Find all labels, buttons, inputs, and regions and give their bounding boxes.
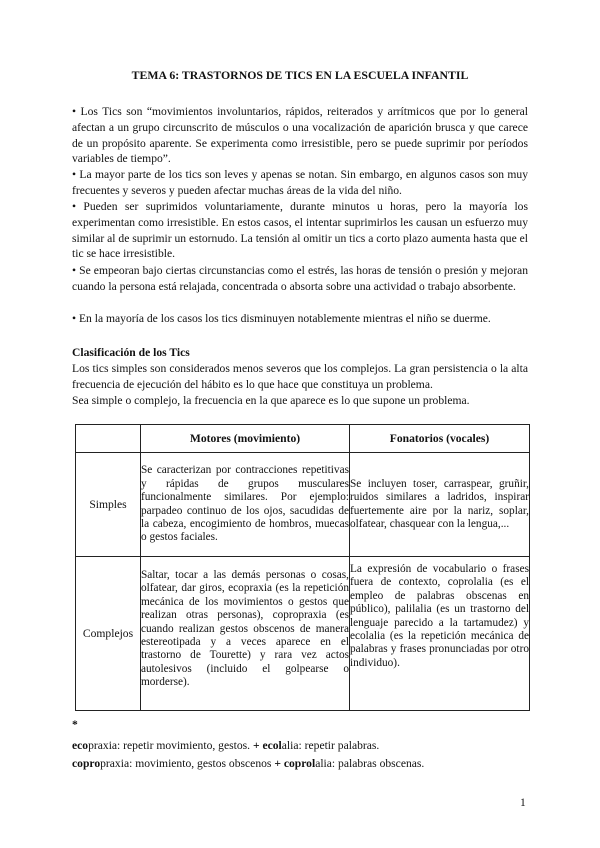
table-header-row bbox=[76, 425, 530, 453]
section-heading: Clasificación de los Tics bbox=[72, 346, 190, 359]
classification-table bbox=[75, 424, 530, 711]
table-header-cell: Motores (movimiento) bbox=[141, 425, 350, 453]
bullet-paragraph: • La mayor parte de los tics son leves y apenas se notan. Sin embargo, en algunos casos son muy frecuentes y severos y pueden afectar muchas áreas de la vida del niño. bbox=[72, 168, 528, 197]
table-cell: La expresión de vocabulario o frases fuera de contexto, coprolalia (es el empleo de palabras obscenas en público), palilalia (es un trastorno del lenguaje parecido a la tartamudez) y ecolalia (es la repetición mecánica de palabras y frases pronunciadas por otro individuo). bbox=[350, 557, 530, 711]
table-cell: Saltar, tocar a las demás personas o cosas, olfatear, dar giros, ecopraxia (es la repetición mecánica de los movimientos o gestos que realizan otras personas), copropraxia (es cuando realizan gestos obscenos de manera estereotipada y a veces aparece en el trastorno de Tourette) y rara vez actos autolesivos (incluido el golpearse o morderse). bbox=[141, 557, 350, 711]
table-header-cell bbox=[76, 425, 141, 453]
intro-paragraph: Los tics simples son considerados menos severos que los complejos. La gran persistencia o la alta frecuencia de ejecución del hábito es lo que hace que constituya un problema. bbox=[72, 362, 528, 391]
page-number: 1 bbox=[520, 796, 526, 809]
table-row bbox=[76, 453, 530, 557]
note-line: ecopraxia: repetir movimiento, gestos. + ecolalia: repetir palabras. bbox=[72, 739, 380, 752]
bullet-paragraph: • Los Tics son “movimientos involuntarios, rápidos, reiterados y arrítmicos que por lo general afectan a un grupo circunscrito de músculos o una vocalización de aparición brusca y que carece de un propósito aparente. Se experimenta como irresistible, pero se puede suprimir por períodos variables de tiempo”. bbox=[72, 105, 528, 166]
bullet-paragraph: • Se empeoran bajo ciertas circunstancias como el estrés, las horas de tensión o presión y mejoran cuando la persona está relajada, concentrada o absorta sobre una actividad o trabajo absorbente. bbox=[72, 264, 528, 293]
table-cell: Se incluyen toser, carraspear, gruñir, ruidos similares a ladridos, inspirar fuertemente aire por la nariz, soplar, olfatear, chasquear con la lengua,... bbox=[350, 453, 530, 557]
bullet-paragraph: • Pueden ser suprimidos voluntariamente, durante minutos u horas, pero la mayoría los experimentan como irresistible. En estos casos, el intentar suprimirlos les causan un esfuerzo muy similar al de suprimir un estornudo. La tensión al omitir un tics a corto plazo aumenta hasta que el tic se hace irresistible. bbox=[72, 200, 528, 261]
table-row bbox=[76, 557, 530, 711]
intro-paragraph-2: Sea simple o complejo, la frecuencia en la que aparece es lo que supone un problema. bbox=[72, 394, 470, 407]
row-label: Simples bbox=[76, 453, 141, 557]
table-cell: Se caracterizan por contracciones repetitivas y rápidas de grupos musculares funcionalmente similares. Por ejemplo: parpadeo continuo de los ojos, sacudidas de la cabeza, encogimiento de hombros, muecas o gestos faciales. bbox=[141, 453, 350, 557]
table-header-cell: Fonatorios (vocales) bbox=[350, 425, 530, 453]
footnote-marker: * bbox=[72, 718, 78, 731]
note-line: copropraxia: movimiento, gestos obscenos + coprolalia: palabras obscenas. bbox=[72, 757, 425, 770]
page-title: TEMA 6: TRASTORNOS DE TICS EN LA ESCUELA INFANTIL bbox=[131, 68, 469, 82]
bullet-paragraph: • En la mayoría de los casos los tics disminuyen notablemente mientras el niño se duerme. bbox=[72, 312, 491, 325]
row-label: Complejos bbox=[76, 557, 141, 711]
